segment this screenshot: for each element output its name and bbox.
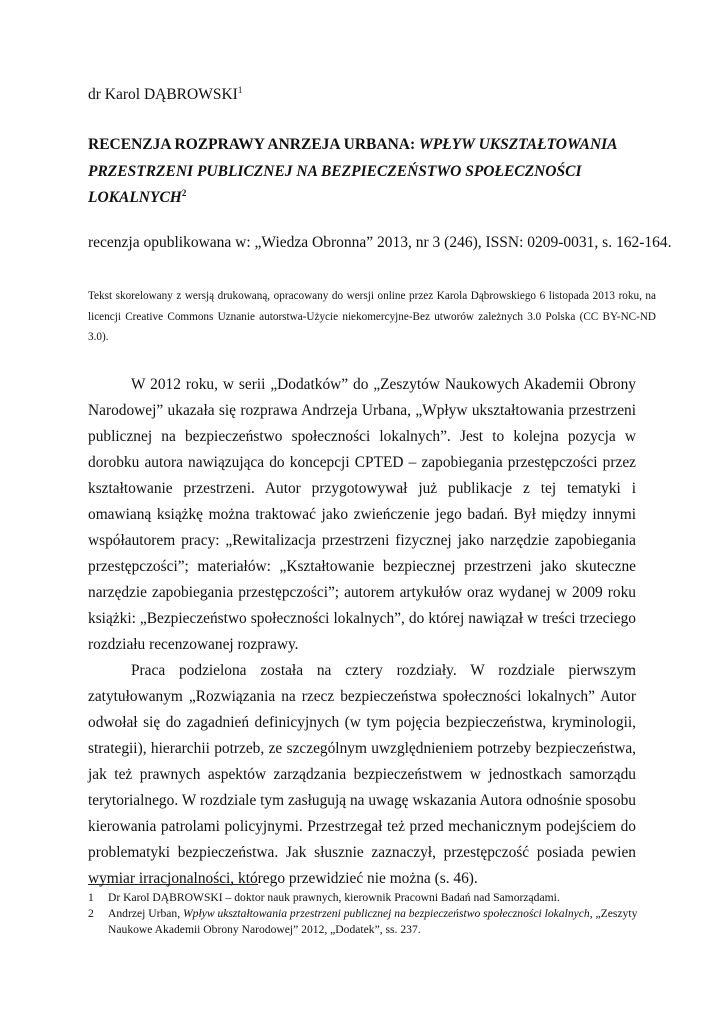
footnote-number: 2 [88,907,94,921]
footnotes [88,890,648,939]
author-footnote-ref[interactable]: 1 [237,84,243,95]
footnote-text-post: , „Zeszyty Naukowe Akademii Obrony Narodowej” 2012, „Dodatek”, ss. 237. [108,907,638,937]
title-plain: RECENZJA ROZPRAWY ANRZEJA URBANA: [88,136,419,153]
footnote-number: 1 [88,891,94,904]
footnote-text-pre: Andrzej Urban, [108,907,184,921]
body-text [88,372,636,892]
author-line [88,86,242,104]
document-title [88,132,648,212]
license-note: Tekst skorelowany z wersją drukowaną, opracowany do wersji online przez Karola Dąbrowskiego 6 listopada 2013 roku, na licencji Creative Commons Uznanie autorstwa-Użycie niekomercyjne-Bez utworów zależnych 3.0 Polska (CC BY-NC-ND 3.0). [88,290,656,344]
paragraph-1: W 2012 roku, w serii „Dodatków” do „Zeszytów Naukowych Akademii Obrony Narodowej” ukazała się rozprawa Andrzeja Urbana, „Wpływ ukształtowania przestrzeni publicznej na bezpieczeństwo społeczności lokalnych”. Jest to kolejna pozycja w dorobku autora nawiązująca do koncepcji CPTED – zapobiegania przestępczości przez kształtowanie przestrzeni. Autor przygotowywał już publikacje z tej tematyki i omawianą książkę można traktować jako zwieńczenie jego badań. Był między innymi współautorem pracy: „Rewitalizacja przestrzeni fizycznej jako narzędzie zapobiegania przestępczości”; materiałów: „Kształtowanie bezpiecznej przestrzeni jako skuteczne narzędzie zapobiegania przestępczości”; autorem artykułów oraz wydanej w 2009 roku książki: „Bezpieczeństwo społeczności lokalnych”, do której nawiązał w treści trzeciego rozdziału recenzowanej rozprawy. [88,376,636,653]
author-name: dr Karol DĄBROWSKI [88,86,238,103]
paragraph-2: Praca podzielona została na cztery rozdziały. W rozdziale pierwszym zatytułowanym „Rozwiązania na rzecz bezpieczeństwa społeczności lokalnych” Autor odwołał się do zagadnień definicyjnych (w tym pojęcia bezpieczeństwa, kryminologii, strategii), hierarchii potrzeb, ze szczególnym uwzględnieniem potrzeby bezpieczeństwa, jak też prawnych aspektów zarządzania bezpieczeństwem w jednostkach samorządu terytorialnego. W rozdziale tym zasługują na uwagę wskazania Autora odnośnie sposobu kierowania patrolami policyjnymi. Przestrzegał też przed mechanicznym podejściem do problematyki bezpieczeństwa. Jak słusznie zaznaczył, przestępczość posiada pewien wymiar irracjonalności, którego przewidzieć nie można (s. 46). [88,662,636,887]
title-italic: WPŁYW UKSZTAŁTOWANIA PRZESTRZENI PUBLICZNEJ NA BEZPIECZEŃSTWO SPOŁECZNOŚCI LOKALNYCH [88,136,617,206]
footnote-2 [88,906,648,938]
footnote-cited-title: Wpływ ukształtowania przestrzeni publicznej na bezpieczeństwo społeczności lokalnych [183,907,590,921]
publication-info: recenzja opublikowana w: „Wiedza Obronna” 2013, nr 3 (246), ISSN: 0209-0031, s. 162-164. [88,234,672,251]
footnote-1 [88,890,648,906]
title-footnote-ref[interactable]: 2 [181,187,187,198]
footnote-text: Dr Karol DĄBROWSKI – doktor nauk prawnych, kierownik Pracowni Badań nad Samorządami. [108,891,560,904]
footnote-separator [88,884,258,885]
